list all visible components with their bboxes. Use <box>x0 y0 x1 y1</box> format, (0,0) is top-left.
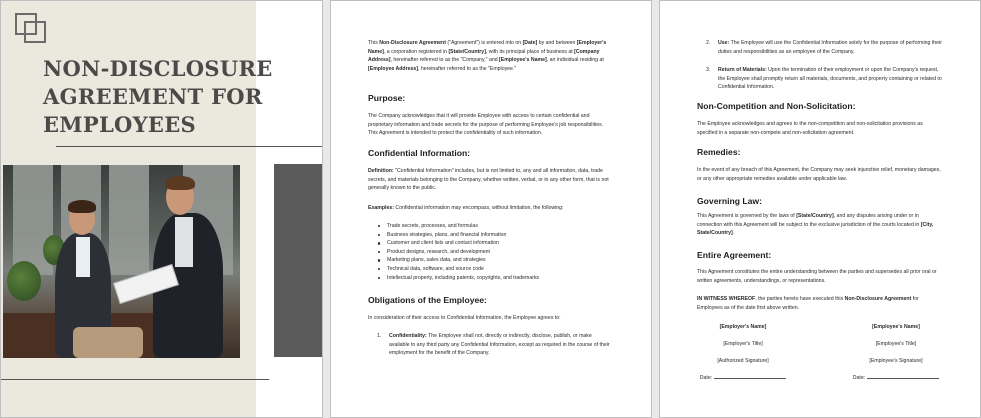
obligations-heading: Obligations of the Employee: <box>368 295 487 305</box>
date-underline <box>867 374 939 379</box>
obligation-text-2: The Employee will use the Confidential Information solely for the purpose of performing their duties and responsibilities as an employee of the Company. <box>718 40 942 55</box>
intro-text-run: , with its principal place of business at <box>485 48 575 55</box>
intro-bold-field: [Employee's Name] <box>499 57 547 64</box>
examples-label: Examples: <box>368 205 394 211</box>
signature-block-employer <box>683 323 803 391</box>
employee-signature: [Employee's Signature] <box>869 358 923 364</box>
list-item: Customer and client lists and contact information <box>376 239 606 248</box>
obligation-label-3: Return of Materials: <box>718 67 767 73</box>
examples-paragraph <box>368 204 613 213</box>
obligation-number-2: 2. <box>706 40 711 46</box>
governing-city: [City, State/Country] <box>697 221 934 237</box>
photo-standing-man-shirt <box>175 217 193 267</box>
intro-bold-field: Non-Disclosure Agreement <box>379 40 446 46</box>
obligation-number-1: 1. <box>377 333 382 339</box>
employee-date-label: Date: <box>852 375 866 381</box>
intro-bold-field: [Employer's Name] <box>368 40 607 55</box>
obligation-item-2 <box>706 39 942 56</box>
cover-title-line-2: AGREEMENT FOR <box>43 84 263 109</box>
cover-rule-bottom <box>1 379 269 380</box>
document-page-2 <box>330 0 652 418</box>
intro-bold-field: [Date] <box>522 40 538 46</box>
document-page-3 <box>659 0 981 418</box>
examples-text: Confidential information may encompass, without limitation, the following: <box>393 205 564 211</box>
intro-paragraph <box>368 39 613 73</box>
signature-block-employee <box>836 323 956 391</box>
governing-law-heading: Governing Law: <box>697 196 762 206</box>
list-item: Trade secrets, processes, and formulas <box>376 222 606 231</box>
list-item: Marketing plans, sales data, and strategies <box>376 256 606 265</box>
intro-text-run: , hereinafter referred to as the "Company," and <box>390 57 500 64</box>
employee-date-line <box>836 374 956 391</box>
witness-agreement-name: Non-Disclosure Agreement <box>844 296 912 302</box>
purpose-text: The Company acknowledges that it will provide Employee with access to certain confidential and proprietary information and trade secrets for the purpose of performing Employee's job responsibilities. This Agreement is intended to protect the confidentiality of such information. <box>368 113 604 137</box>
obligation-label-1: Confidentiality: <box>389 333 427 339</box>
date-underline <box>714 374 786 379</box>
obligation-text-3: Upon the termination of their employment or upon the Company's request, the Employee shall promptly return all materials, documents, and property containing or related to Confidential Information. <box>718 67 942 91</box>
list-item: Product designs, research, and development <box>376 248 606 257</box>
list-item: Business strategies, plans, and financial information <box>376 231 606 240</box>
obligation-item-1 <box>377 332 613 358</box>
cover-title-line-1: NON-DISCLOSURE <box>43 56 273 81</box>
employer-date-label: Date: <box>699 375 713 381</box>
employer-name: [Employer's Name] <box>719 324 767 330</box>
examples-bullet-list <box>376 222 606 282</box>
obligation-label-2: Use: <box>718 40 730 46</box>
employer-title: [Employer's Title] <box>723 341 763 347</box>
definition-text: "Confidential Information" includes, but is not limited to, any and all information, data, trade secrets, and materials belonging to the Company, whether written, verbal, or in any other form, that is not generally known to the public. <box>368 168 609 192</box>
employee-title: [Employee's Title] <box>875 341 917 347</box>
governing-text-pre: This Agreement is governed by the laws of <box>697 213 797 219</box>
noncompete-heading: Non-Competition and Non-Solicitation: <box>697 101 856 111</box>
photo-seated-man-hair <box>68 200 96 213</box>
intro-text-run: This <box>368 40 380 46</box>
intro-text-run: by and between <box>537 40 577 46</box>
photo-seated-man-trousers <box>73 327 143 358</box>
employee-name: [Employee's Name] <box>872 324 920 330</box>
noncompete-text: The Employee acknowledges and agrees to the non-competition and non-solicitation provisions as specified in a separate non-compete and non-solicitation agreement. <box>697 121 923 136</box>
photo-plant <box>7 261 41 301</box>
governing-text-post: . <box>732 230 735 237</box>
intro-bold-field: [Company Address] <box>368 48 600 64</box>
witness-text-mid: , the parties hereto have executed this <box>755 296 845 302</box>
confidential-heading: Confidential Information: <box>368 148 471 158</box>
obligation-text-1: The Employee shall not, directly or indirectly, disclose, publish, or make available to any third party any Confidential Information, except as required in the course of their employment for the benefit of the Company. <box>389 333 610 357</box>
intro-text-run: , hereinafter referred to as the "Employee." <box>417 65 517 72</box>
cover-dark-block <box>274 164 323 357</box>
cover-title <box>43 55 273 139</box>
cover-page <box>0 0 323 418</box>
obligation-number-3: 3. <box>706 67 711 73</box>
obligations-intro: In consideration of their access to Confidential Information, the Employee agrees to: <box>368 315 561 321</box>
governing-law-text <box>697 212 942 238</box>
remedies-text: In the event of any breach of this Agreement, the Company may seek injunctive relief, monetary damages, or any other appropriate remedies available under applicable law. <box>697 167 941 182</box>
witness-paragraph <box>697 295 942 312</box>
overlapping-squares-icon-inner <box>24 21 46 43</box>
employer-signature: [Authorized Signature] <box>717 358 769 364</box>
witness-label: IN WITNESS WHEREOF <box>697 296 756 302</box>
intro-text-run: ("Agreement") is entered into on <box>445 40 523 46</box>
entire-agreement-text: This Agreement constitutes the entire understanding between the parties and supersedes all prior oral or written agreements, understandings, or representations. <box>697 269 937 284</box>
obligation-item-3 <box>706 66 942 92</box>
list-item: Intellectual property, including patents, copyrights, and trademarks <box>376 274 606 283</box>
witness-text-post: for Employees as of the date first above written. <box>697 296 919 311</box>
definition-label: Definition: <box>368 168 394 174</box>
intro-bold-field: [State/Country] <box>448 48 486 55</box>
employer-date-line <box>683 374 803 391</box>
list-item: Technical data, software, and source code <box>376 265 606 274</box>
purpose-heading: Purpose: <box>368 93 406 103</box>
governing-state: [State/Country] <box>796 213 834 219</box>
cover-rule-top <box>56 146 323 147</box>
photo-seated-man-shirt <box>76 237 90 277</box>
photo-standing-man-hair <box>165 176 195 190</box>
photo-window <box>109 165 149 275</box>
cover-photo-business-meeting <box>3 165 240 358</box>
intro-bold-field: [Employee Address] <box>368 65 418 72</box>
remedies-heading: Remedies: <box>697 147 741 157</box>
definition-paragraph <box>368 167 613 193</box>
intro-text-run: , an individual residing at <box>546 57 604 64</box>
cover-title-line-3: EMPLOYEES <box>43 112 196 137</box>
governing-text-mid: , and any disputes arising under or in connection with this Agreement will be subject to the exclusive jurisdiction of the courts located in <box>697 213 921 228</box>
intro-text-run: , a corporation registered in <box>383 48 449 55</box>
entire-agreement-heading: Entire Agreement: <box>697 250 772 260</box>
